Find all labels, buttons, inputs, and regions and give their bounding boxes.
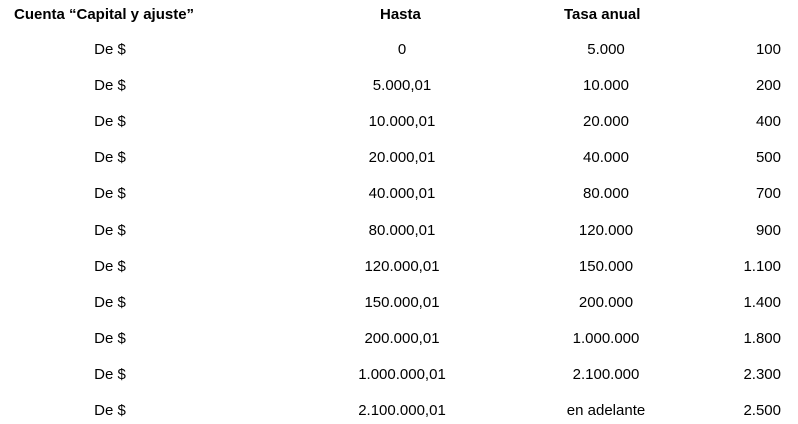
row-to: 20.000 <box>583 113 629 130</box>
table-row <box>0 329 798 349</box>
row-from: 2.100.000,01 <box>358 402 446 419</box>
row-to: 5.000 <box>587 41 625 58</box>
row-to: 80.000 <box>583 185 629 202</box>
row-label: De $ <box>94 294 126 311</box>
table-header <box>0 5 798 25</box>
table-row <box>0 293 798 313</box>
row-label: De $ <box>94 366 126 383</box>
row-from: 0 <box>397 41 407 58</box>
table-row <box>0 40 798 60</box>
row-to: 2.100.000 <box>572 366 640 383</box>
row-label: De $ <box>94 77 126 94</box>
row-rate: 700 <box>755 185 781 202</box>
row-rate: 200 <box>755 77 781 94</box>
table-row <box>0 257 798 277</box>
table-row <box>0 148 798 168</box>
row-label: De $ <box>94 41 126 58</box>
row-rate: 400 <box>755 113 781 130</box>
table-row <box>0 184 798 204</box>
row-label: De $ <box>94 185 126 202</box>
row-label: De $ <box>94 402 126 419</box>
header-account: Cuenta “Capital y ajuste” <box>14 6 195 23</box>
row-rate: 2.500 <box>743 402 781 419</box>
row-to: en adelante <box>566 402 646 419</box>
row-from: 5.000,01 <box>372 77 432 94</box>
row-to: 10.000 <box>583 77 629 94</box>
row-rate: 1.400 <box>743 294 781 311</box>
row-rate: 1.100 <box>743 258 781 275</box>
row-label: De $ <box>94 258 126 275</box>
row-from: 40.000,01 <box>368 185 436 202</box>
row-rate: 1.800 <box>743 330 781 347</box>
row-from: 80.000,01 <box>368 222 436 239</box>
table-row <box>0 365 798 385</box>
row-rate: 2.300 <box>743 366 781 383</box>
table-row <box>0 76 798 96</box>
row-to: 120.000 <box>578 222 634 239</box>
row-rate: 500 <box>755 149 781 166</box>
header-annual-rate: Tasa anual <box>564 6 641 23</box>
row-from: 200.000,01 <box>364 330 440 347</box>
table-row <box>0 112 798 132</box>
row-label: De $ <box>94 222 126 239</box>
row-from: 10.000,01 <box>368 113 436 130</box>
row-rate: 900 <box>755 222 781 239</box>
row-from: 150.000,01 <box>364 294 440 311</box>
row-from: 120.000,01 <box>364 258 440 275</box>
row-label: De $ <box>94 330 126 347</box>
row-to: 40.000 <box>583 149 629 166</box>
row-rate: 100 <box>755 41 781 58</box>
row-to: 150.000 <box>578 258 634 275</box>
row-from: 1.000.000,01 <box>358 366 446 383</box>
row-label: De $ <box>94 113 126 130</box>
row-to: 200.000 <box>578 294 634 311</box>
table-row <box>0 221 798 241</box>
row-from: 20.000,01 <box>368 149 436 166</box>
row-label: De $ <box>94 149 126 166</box>
table-row <box>0 401 798 421</box>
row-to: 1.000.000 <box>572 330 640 347</box>
header-until: Hasta <box>380 6 421 23</box>
